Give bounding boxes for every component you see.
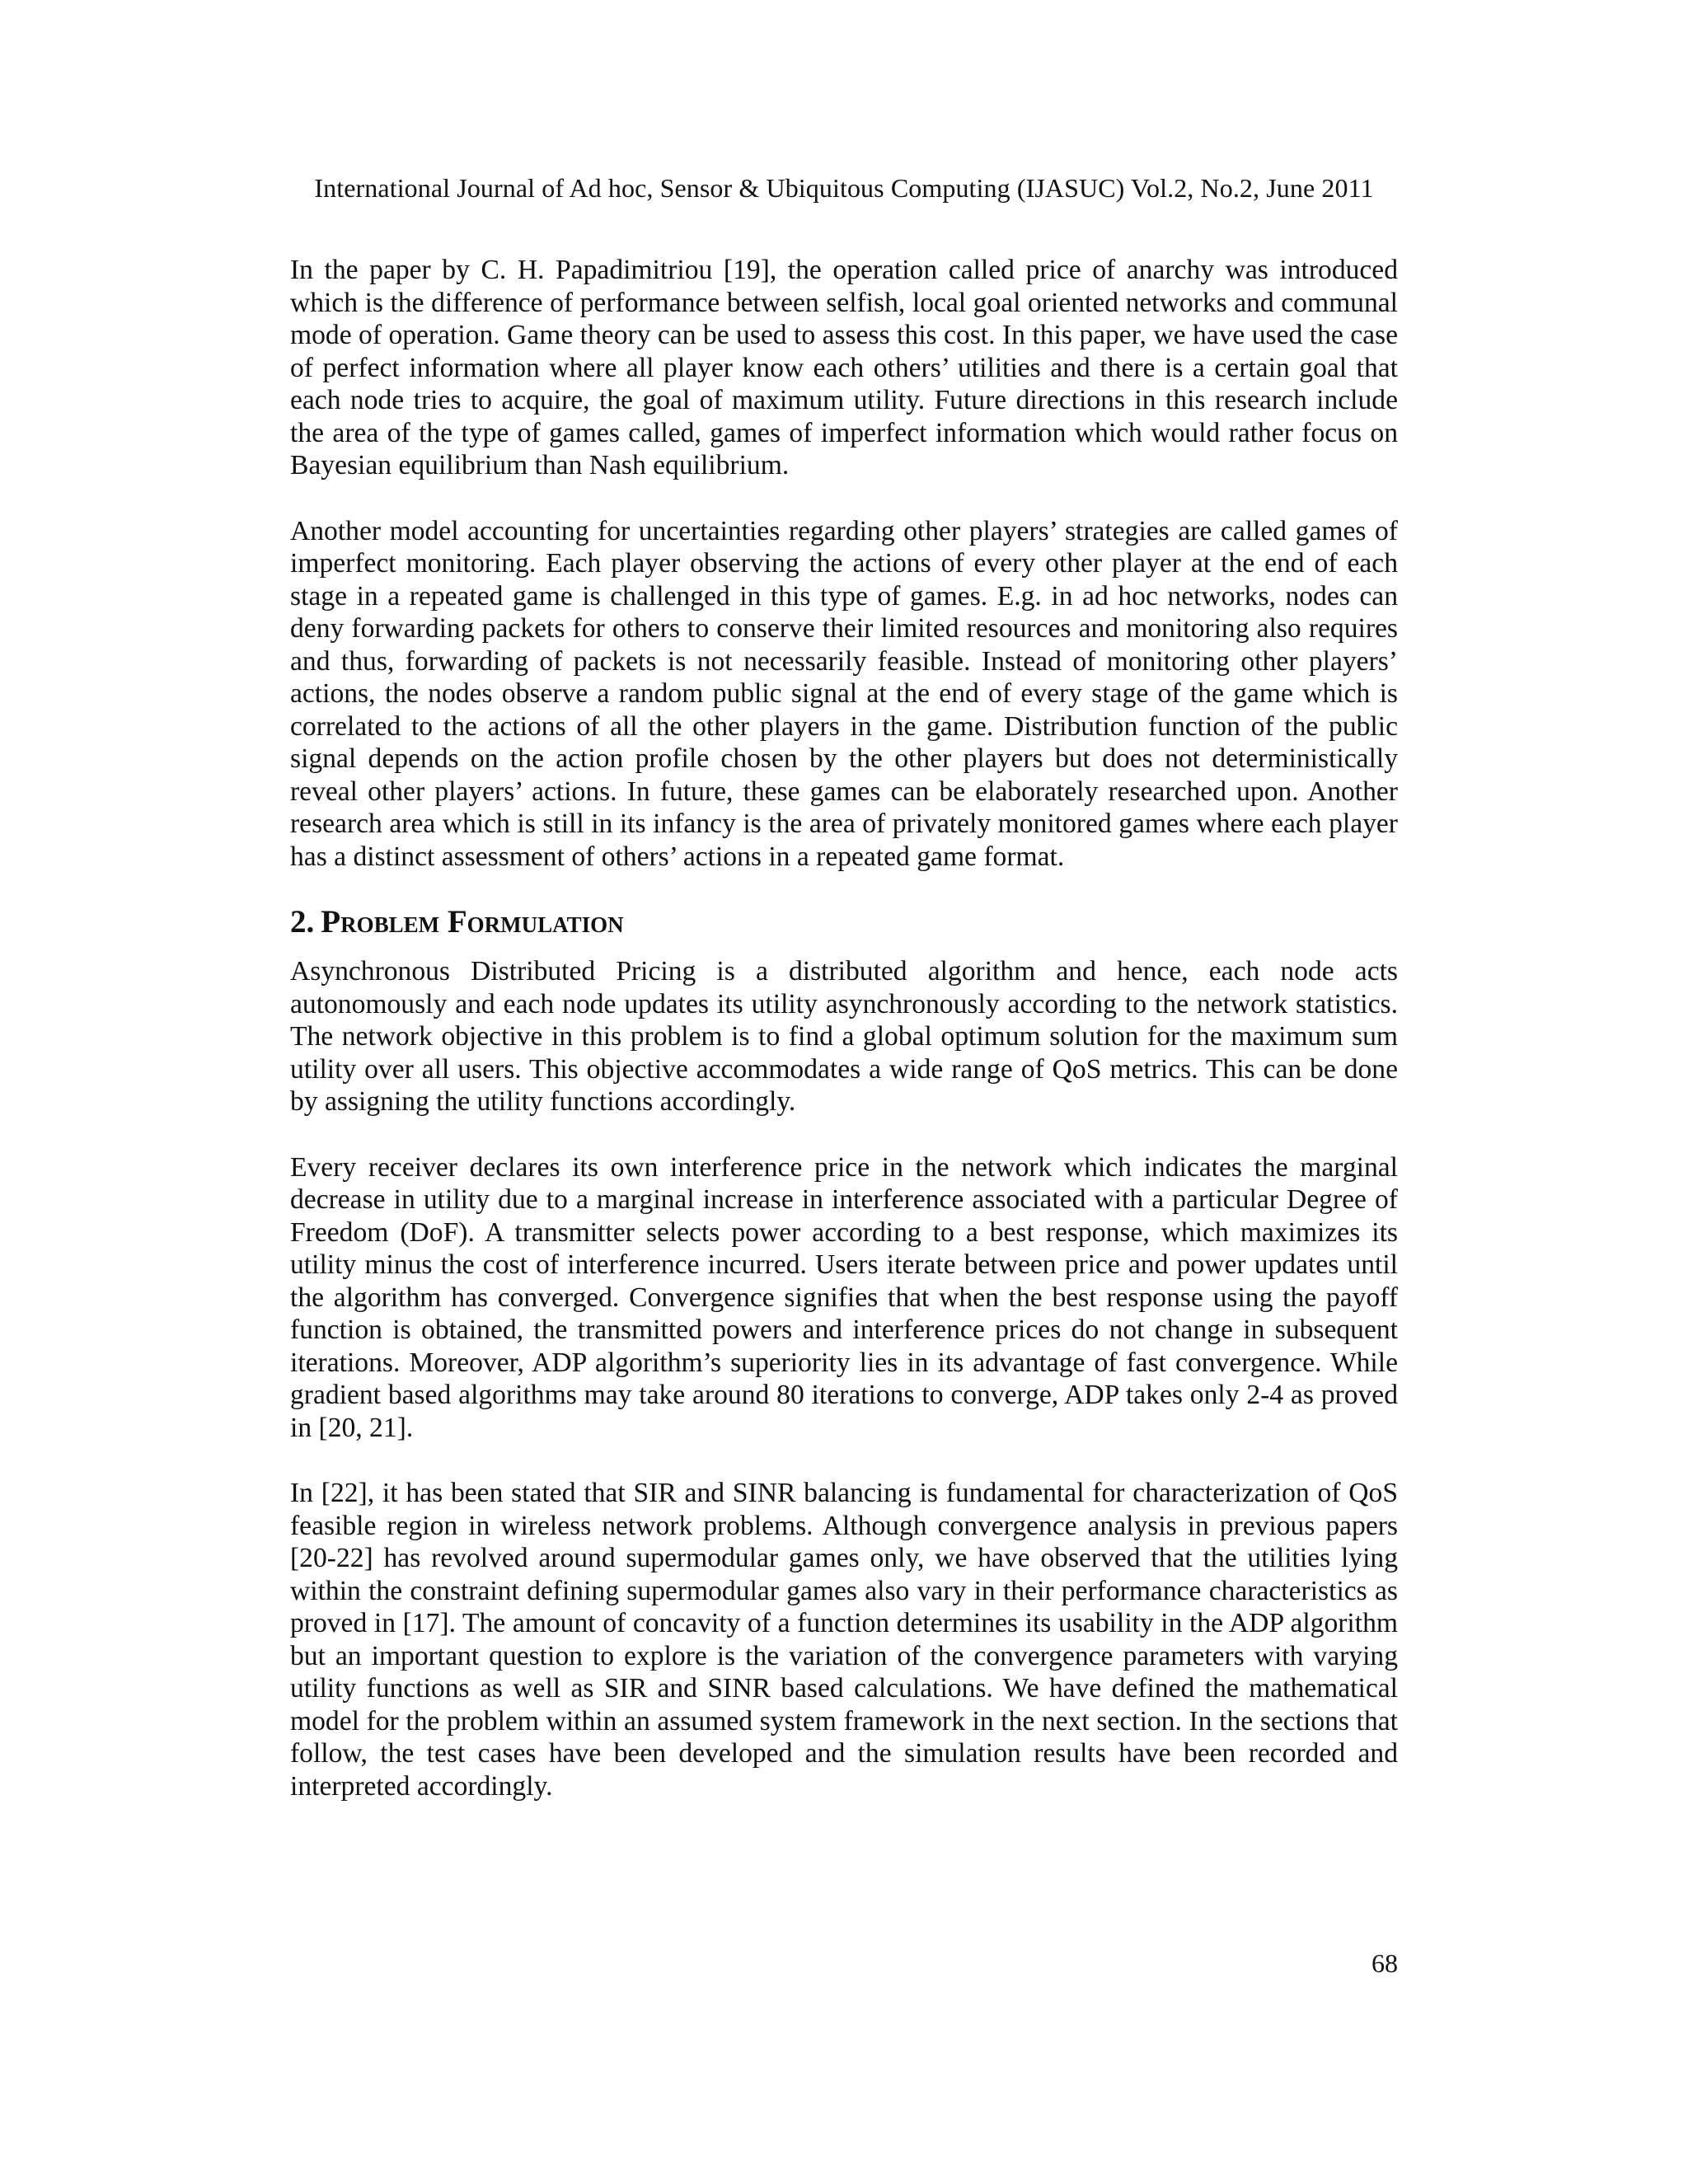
page-number: 68	[1372, 1948, 1398, 1978]
paragraph-sir-sinr-balancing: In [22], it has been stated that SIR and SINR balancing is fundamental for characterization of QoS feasible region in wireless network problems. Although convergence analysis in previous papers [20-22] has revolved around supermodular games only, we have observed that the utilities lying within the constraint defining supermodular games also vary in their performance characteristics as proved in [17]. The amount of concavity of a function determines its usability in the ADP algorithm but an important question to explore is the variation of the convergence parameters with varying utility functions as well as SIR and SINR based calculations. We have defined the mathematical model for the problem within an assumed system framework in the next section. In the sections that follow, the test cases have been developed and the simulation results have been recorded and interpreted accordingly.	[290, 1478, 1398, 1802]
paragraph-gap	[290, 482, 1398, 515]
paragraph-gap	[290, 1118, 1398, 1151]
paragraph-gap	[290, 1444, 1398, 1477]
section-number: 2.	[290, 904, 315, 940]
running-header: International Journal of Ad hoc, Sensor & Ubiquitous Computing (IJASUC) Vol.2, No.2, June 2011	[314, 173, 1374, 203]
section-title: Problem Formulation	[321, 904, 624, 940]
paragraph-price-of-anarchy: In the paper by C. H. Papadimitriou [19], the operation called price of anarchy was introduced which is the difference of performance between selfish, local goal oriented networks and communal mode of operation. Game theory can be used to assess this cost. In this paper, we have used the case of perfect information where all player know each others’ utilities and there is a certain goal that each node tries to acquire, the goal of maximum utility. Future directions in this research include the area of the type of games called, games of imperfect information which would rather focus on Bayesian equilibrium than Nash equilibrium.	[290, 255, 1398, 480]
paragraph-interference-price: Every receiver declares its own interference price in the network which indicates the marginal decrease in utility due to a marginal increase in interference associated with a particular Degree of Freedom (DoF). A transmitter selects power according to a best response, which maximizes its utility minus the cost of interference incurred. Users iterate between price and power updates until the algorithm has converged. Convergence signifies that when the best response using the payoff function is obtained, the transmitted powers and interference prices do not change in subsequent iterations. Moreover, ADP algorithm’s superiority lies in its advantage of fast convergence. While gradient based algorithms may take around 80 iterations to converge, ADP takes only 2-4 as proved in [20, 21].	[290, 1151, 1398, 1443]
paragraph-adp-overview: Asynchronous Distributed Pricing is a distributed algorithm and hence, each node acts autonomously and each node updates its utility asynchronously according to the network statistics. The network objective in this problem is to find a global optimum solution for the maximum sum utility over all users. This objective accommodates a wide range of QoS metrics. This can be done by assigning the utility functions accordingly.	[290, 956, 1398, 1117]
page-content	[290, 254, 1398, 1802]
section-heading-problem-formulation	[290, 902, 1398, 942]
paragraph-imperfect-monitoring: Another model accounting for uncertainties regarding other players’ strategies are called games of imperfect monitoring. Each player observing the actions of every other player at the end of each stage in a repeated game is challenged in this type of games. E.g. in ad hoc networks, nodes can deny forwarding packets for others to conserve their limited resources and monitoring also requires and thus, forwarding of packets is not necessarily feasible. Instead of monitoring other players’ actions, the nodes observe a random public signal at the end of every stage of the game which is correlated to the actions of all the other players in the game. Distribution function of the public signal depends on the action profile chosen by the other players but does not deterministically reveal other players’ actions. In future, these games can be elaborately researched upon. Another research area which is still in its infancy is the area of privately monitored games where each player has a distinct assessment of others’ actions in a repeated game format.	[290, 515, 1398, 872]
